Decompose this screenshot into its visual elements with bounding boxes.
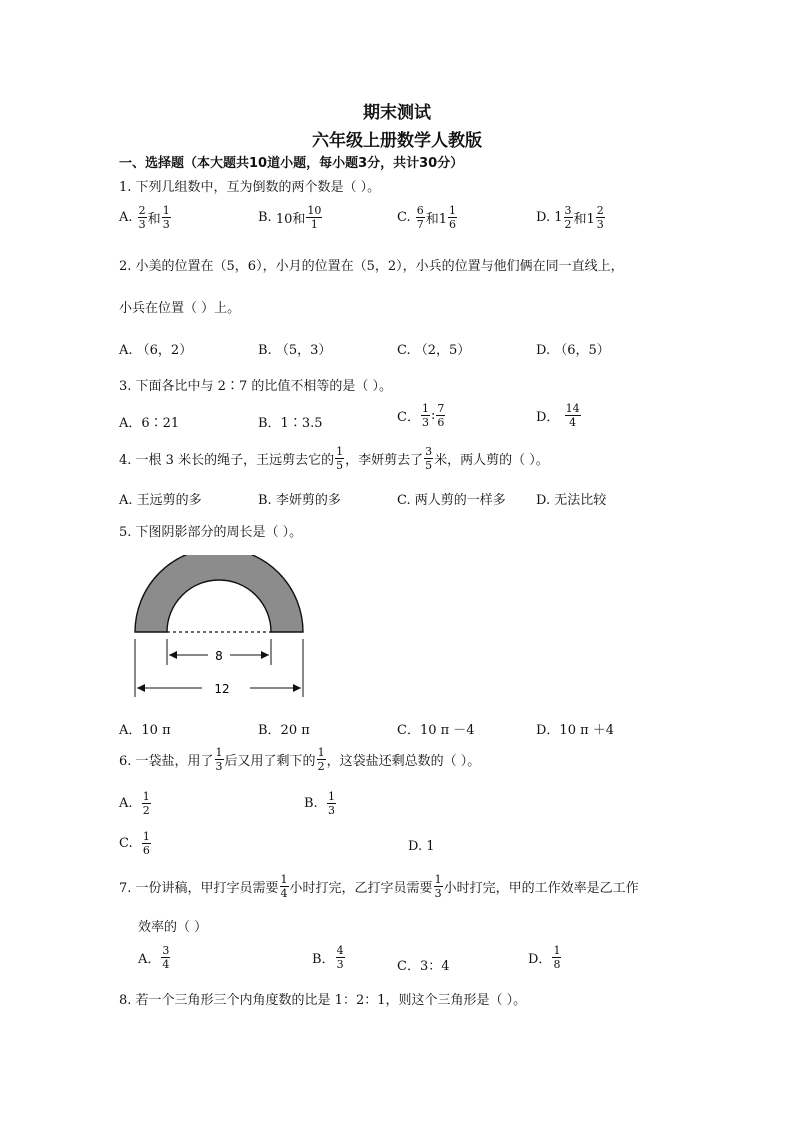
fraction bbox=[565, 403, 581, 428]
fraction bbox=[421, 403, 430, 428]
text: 1 bbox=[554, 210, 563, 225]
denominator: 5 bbox=[336, 459, 344, 472]
outer-dimension-label: 12 bbox=[214, 682, 230, 696]
text: 后又用了剩下的 bbox=[224, 754, 316, 769]
numerator: 4 bbox=[336, 944, 344, 957]
denominator: 1 bbox=[310, 218, 318, 231]
fraction bbox=[162, 205, 171, 230]
page-title: 期末测试 bbox=[363, 103, 431, 123]
inner-dimension-label: 8 bbox=[215, 649, 223, 663]
option-label: C. bbox=[119, 836, 133, 851]
q6-option-b bbox=[304, 791, 337, 816]
numerator: 1 bbox=[336, 445, 344, 458]
denominator: 3 bbox=[434, 887, 442, 900]
denominator: 3 bbox=[421, 416, 429, 429]
fraction bbox=[336, 945, 345, 970]
denominator: 3 bbox=[215, 760, 223, 773]
text: 和1 bbox=[573, 212, 595, 227]
semicircle-ring-figure bbox=[120, 555, 320, 705]
denominator: 3 bbox=[336, 958, 344, 971]
fraction bbox=[596, 205, 605, 230]
numerator: 1 bbox=[280, 873, 288, 886]
fraction bbox=[434, 874, 443, 899]
fraction bbox=[317, 747, 326, 772]
q4-option-a: A. 王远剪的多 bbox=[119, 493, 202, 508]
option-label: A. bbox=[119, 210, 133, 225]
denominator: 3 bbox=[596, 218, 604, 231]
numerator: 2 bbox=[596, 204, 604, 217]
fraction bbox=[448, 205, 457, 230]
q3-option-b: B．1∶3.5 bbox=[258, 416, 323, 431]
fraction bbox=[306, 205, 322, 230]
q5-stem: 5. 下图阴影部分的周长是（ ）。 bbox=[119, 525, 303, 540]
denominator: 6 bbox=[449, 218, 457, 231]
text: : bbox=[430, 408, 436, 423]
fraction bbox=[280, 874, 289, 899]
arrowhead-left bbox=[169, 651, 177, 659]
fraction bbox=[552, 945, 561, 970]
q2-option-d: D. （6，5） bbox=[536, 343, 610, 358]
fraction bbox=[142, 791, 151, 816]
option-label: A． bbox=[138, 952, 161, 967]
q8-stem: 8. 若一个三角形三个内角度数的比是 1：2：1，则这个三角形是（ ）。 bbox=[119, 993, 527, 1008]
denominator: 3 bbox=[138, 218, 146, 231]
q7-option-d bbox=[528, 945, 562, 970]
text: 米，两人剪的（ ）。 bbox=[434, 453, 549, 468]
numerator: 1 bbox=[142, 830, 150, 843]
numerator: 1 bbox=[434, 873, 442, 886]
numerator: 1 bbox=[449, 204, 457, 217]
q3-option-d bbox=[536, 403, 582, 428]
fraction bbox=[564, 205, 573, 230]
denominator: 6 bbox=[142, 844, 150, 857]
q5-option-d: D．10 π ＋4 bbox=[536, 723, 615, 738]
denominator: 2 bbox=[564, 218, 572, 231]
option-label: B. bbox=[258, 210, 272, 225]
fraction bbox=[424, 446, 433, 471]
numerator: 1 bbox=[142, 790, 150, 803]
option-label: D． bbox=[528, 952, 552, 967]
numerator: 6 bbox=[416, 204, 424, 217]
q5-option-c: C．10 π －4 bbox=[397, 723, 475, 738]
fraction bbox=[142, 831, 151, 856]
fraction bbox=[436, 403, 445, 428]
q6-stem bbox=[119, 747, 480, 772]
page-subtitle: 六年级上册数学人教版 bbox=[312, 131, 482, 151]
denominator: 2 bbox=[317, 760, 325, 773]
option-label: C． bbox=[397, 410, 420, 425]
text: ，李妍剪去了 bbox=[345, 453, 424, 468]
numerator: 3 bbox=[564, 204, 572, 217]
option-label: B． bbox=[312, 952, 335, 967]
text: 7. 一份讲稿，甲打字员需要 bbox=[119, 881, 279, 896]
q3-stem: 3. 下面各比中与 2∶7 的比值不相等的是（ ）。 bbox=[119, 379, 392, 394]
q1-option-c bbox=[397, 205, 458, 230]
fraction bbox=[335, 446, 344, 471]
numerator: 1 bbox=[215, 746, 223, 759]
denominator: 4 bbox=[569, 416, 577, 429]
fraction bbox=[161, 945, 170, 970]
numerator: 14 bbox=[565, 402, 580, 415]
text: 10和 bbox=[275, 212, 306, 227]
q5-option-a: A．10 π bbox=[119, 723, 171, 738]
q2-stem-line1: 2. 小美的位置在（5，6），小月的位置在（5，2），小兵的位置与他们俩在同一直线上， bbox=[119, 259, 624, 274]
q7-option-a bbox=[138, 945, 171, 970]
numerator: 2 bbox=[138, 204, 146, 217]
shaded-ring bbox=[135, 555, 303, 632]
q1-option-d bbox=[536, 205, 606, 230]
section-heading: 一、选择题（本大题共10道小题，每小题3分，共计30分） bbox=[119, 156, 464, 171]
arrowhead-right bbox=[293, 684, 301, 692]
q4-stem bbox=[119, 446, 549, 471]
numerator: 1 bbox=[162, 204, 170, 217]
arrowhead-right bbox=[261, 651, 269, 659]
q7-stem-line2: 效率的（ ） bbox=[138, 920, 208, 935]
fraction bbox=[138, 205, 147, 230]
q2-option-a: A. （6，2） bbox=[119, 343, 193, 358]
option-label: C. bbox=[397, 210, 411, 225]
text: 6. 一袋盐，用了 bbox=[119, 754, 214, 769]
text: 小时打完，乙打字员需要 bbox=[289, 881, 433, 896]
q1-stem: 1. 下列几组数中，互为倒数的两个数是（ ）。 bbox=[119, 180, 381, 195]
arrowhead-left bbox=[137, 684, 145, 692]
denominator: 7 bbox=[416, 218, 424, 231]
q6-option-c bbox=[119, 831, 152, 856]
q4-option-d: D. 无法比较 bbox=[536, 493, 607, 508]
q6-option-a bbox=[119, 791, 152, 816]
fraction bbox=[327, 791, 336, 816]
q4-option-b: B. 李妍剪的多 bbox=[258, 493, 341, 508]
fraction bbox=[416, 205, 425, 230]
denominator: 5 bbox=[425, 459, 433, 472]
numerator: 1 bbox=[421, 402, 429, 415]
numerator: 10 bbox=[307, 204, 322, 217]
q6-option-d: D. 1 bbox=[408, 839, 435, 854]
numerator: 1 bbox=[317, 746, 325, 759]
numerator: 3 bbox=[425, 445, 433, 458]
q5-option-b: B．20 π bbox=[258, 723, 310, 738]
q3-option-a: A．6∶21 bbox=[119, 416, 180, 431]
q2-option-c: C. （2，5） bbox=[397, 343, 471, 358]
q4-option-c: C. 两人剪的一样多 bbox=[397, 493, 506, 508]
denominator: 4 bbox=[162, 958, 170, 971]
q3-option-c bbox=[397, 403, 446, 428]
text: 小时打完，甲的工作效率是乙工作 bbox=[443, 881, 639, 896]
numerator: 1 bbox=[327, 790, 335, 803]
denominator: 4 bbox=[280, 887, 288, 900]
q7-option-c: C．3：4 bbox=[397, 959, 450, 974]
option-label: D． bbox=[536, 410, 560, 425]
denominator: 6 bbox=[437, 416, 445, 429]
denominator: 8 bbox=[553, 958, 561, 971]
q2-option-b: B. （5，3） bbox=[258, 343, 332, 358]
text: ，这袋盐还剩总数的（ ）。 bbox=[326, 754, 481, 769]
q7-option-b bbox=[312, 945, 346, 970]
numerator: 3 bbox=[162, 944, 170, 957]
text: 和1 bbox=[425, 212, 448, 227]
denominator: 3 bbox=[162, 218, 170, 231]
q7-stem-line1 bbox=[119, 874, 639, 899]
option-label: A. bbox=[119, 796, 133, 811]
fraction bbox=[215, 747, 224, 772]
text: 4. 一根 3 米长的绳子，王远剪去它的 bbox=[119, 453, 335, 468]
q2-stem-line2: 小兵在位置（ ）上。 bbox=[119, 301, 241, 316]
q1-option-a bbox=[119, 205, 172, 230]
q1-option-b bbox=[258, 205, 323, 230]
denominator: 2 bbox=[142, 804, 150, 817]
denominator: 3 bbox=[327, 804, 335, 817]
numerator: 7 bbox=[437, 402, 445, 415]
option-label: B. bbox=[304, 796, 318, 811]
text: 和 bbox=[147, 212, 161, 227]
numerator: 1 bbox=[553, 944, 561, 957]
option-label: D. bbox=[536, 210, 551, 225]
